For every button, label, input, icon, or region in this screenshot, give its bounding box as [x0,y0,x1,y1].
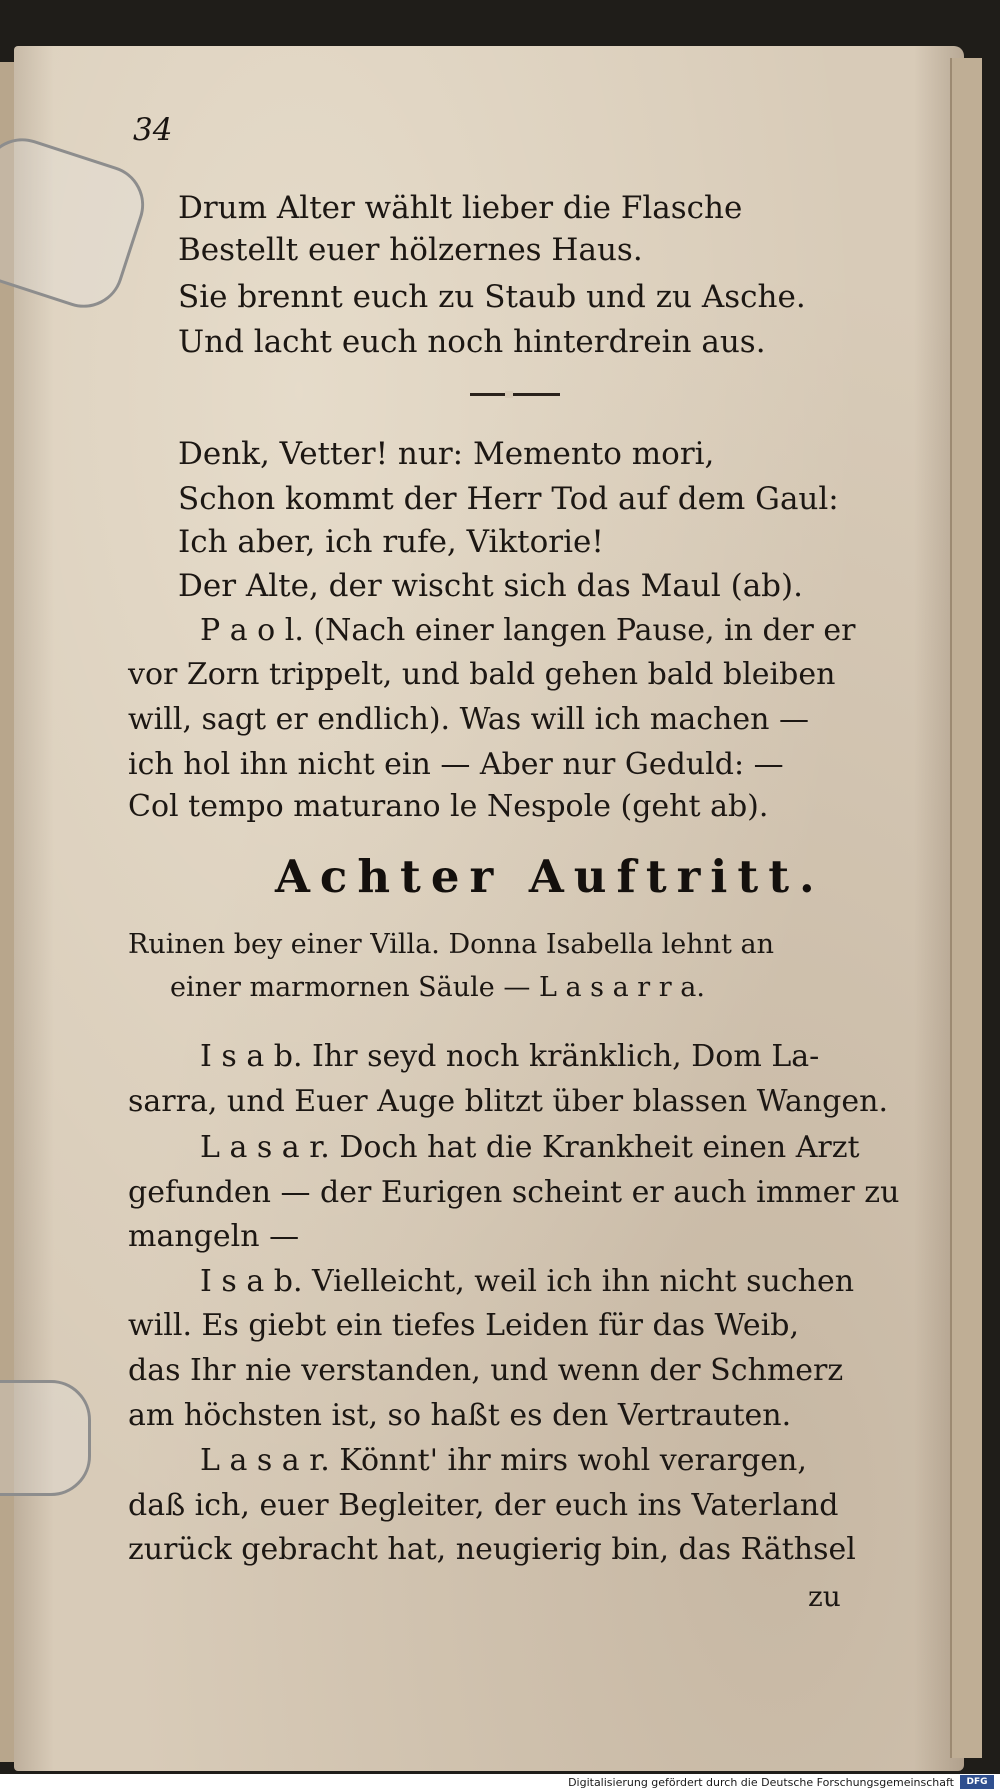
prose-line-3: will, sagt er endlich). Was will ich machen — [128,702,809,737]
section-divider [470,393,560,396]
page-clip-bottom [0,1380,91,1496]
prose-line-4: ich hol ihn nicht ein — Aber nur Geduld: — [128,747,784,782]
dialogue-line-4: gefunden — der Eurigen scheint er auch immer zu [128,1175,900,1210]
stage-direction-line-2: einer marmornen Säule — L a s a r r a. [170,972,705,1003]
dialogue-line-1: I s a b. Ihr seyd noch kränklich, Dom La- [200,1039,820,1074]
verse-line-6: Schon kommt der Herr Tod auf dem Gaul: [178,481,839,517]
stage-direction-line-1: Ruinen bey einer Villa. Donna Isabella lehnt an [128,929,774,960]
prose-line-1: P a o l. (Nach einer langen Pause, in der er [200,613,856,648]
dialogue-line-10: L a s a r. Könnt' ihr mirs wohl verargen, [200,1443,807,1478]
right-page-edge [950,58,982,1758]
page-number: 34 [133,112,173,148]
dialogue-line-12: zurück gebracht hat, neugierig bin, das Räthsel [128,1532,856,1567]
dialogue-line-9: am höchsten ist, so haßt es den Vertrauten. [128,1398,792,1433]
dialogue-line-7: will. Es giebt ein tiefes Leiden für das Weib, [128,1308,800,1343]
dialogue-line-2: sarra, und Euer Auge blitzt über blassen Wangen. [128,1084,888,1119]
dialogue-line-3: L a s a r. Doch hat die Krankheit einen Arzt [200,1130,860,1165]
dialogue-line-11: daß ich, euer Begleiter, der euch ins Vaterland [128,1488,839,1523]
prose-line-5: Col tempo maturano le Nespole (geht ab). [128,789,769,824]
dfg-logo: DFG [960,1775,994,1789]
dialogue-line-8: das Ihr nie verstanden, und wenn der Schmerz [128,1353,844,1388]
funding-credit: Digitalisierung gefördert durch die Deutsche Forschungsgemeinschaft [568,1776,954,1789]
prose-line-2: vor Zorn trippelt, und bald gehen bald bleiben [128,657,836,692]
verse-line-5: Denk, Vetter! nur: Memento mori, [178,436,715,472]
verse-line-3: Sie brennt euch zu Staub und zu Asche. [178,279,806,315]
dialogue-line-6: I s a b. Vielleicht, weil ich ihn nicht suchen [200,1264,855,1299]
dialogue-line-5: mangeln — [128,1219,300,1254]
verse-line-7: Ich aber, ich rufe, Viktorie! [178,524,604,560]
verse-line-4: Und lacht euch noch hinterdrein aus. [178,324,766,360]
verse-line-8: Der Alte, der wischt sich das Maul (ab). [178,568,803,604]
catchword: zu [808,1580,841,1613]
verse-line-2: Bestellt euer hölzernes Haus. [178,232,643,268]
verse-line-1: Drum Alter wählt lieber die Flasche [178,190,743,226]
scene-heading: Achter Auftritt. [275,850,825,903]
